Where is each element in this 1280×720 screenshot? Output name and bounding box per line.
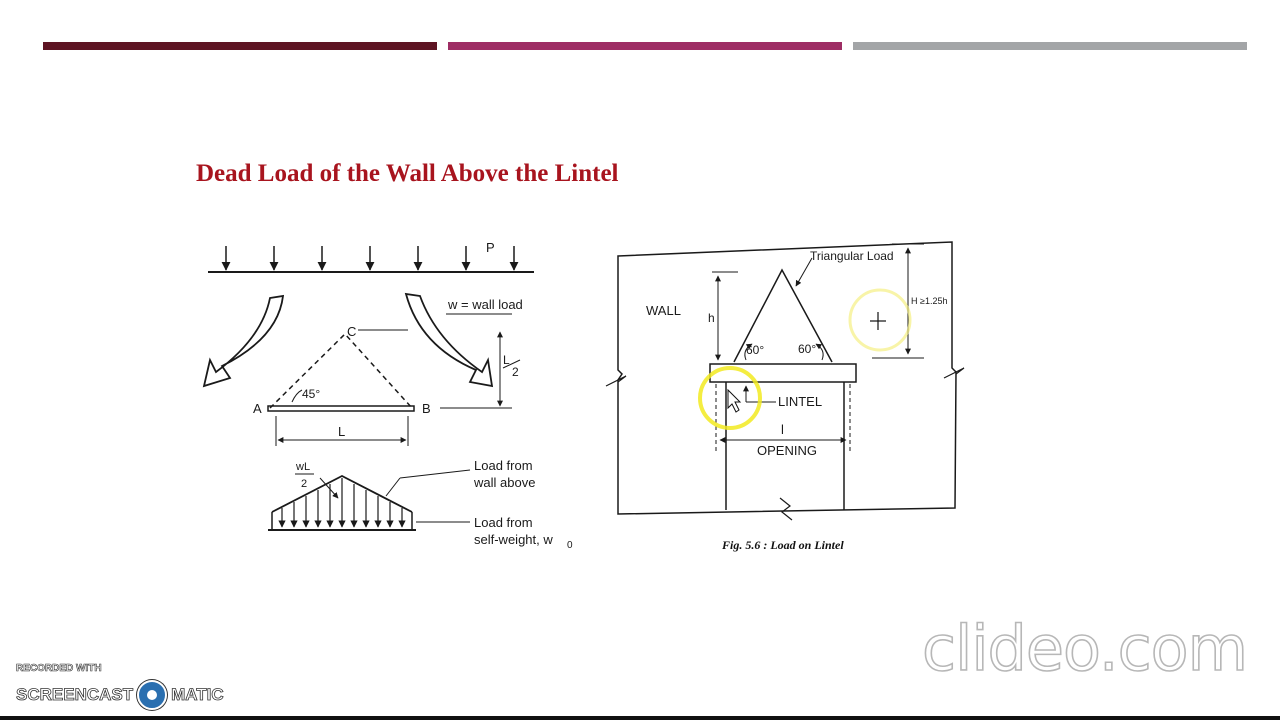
point-load-arrows — [226, 246, 514, 270]
right-diagram — [606, 242, 964, 520]
wall-load-label: w = wall load — [448, 297, 523, 312]
wall-outline — [618, 242, 956, 514]
load-wall-line1: Load from — [474, 458, 533, 473]
load-triangle — [270, 334, 412, 408]
left-diagram — [204, 240, 573, 551]
bottom-border — [0, 716, 1280, 720]
recorder-brand-right: MATIC — [171, 685, 224, 704]
mouse-pointer-icon — [728, 390, 740, 412]
opening-label: OPENING — [757, 443, 817, 458]
move-cursor-icon — [870, 312, 886, 330]
wall-label: WALL — [646, 303, 681, 318]
curved-arrow-left — [204, 296, 283, 386]
apex-c-label: C — [347, 324, 357, 339]
clideo-watermark: clideo.com — [922, 612, 1248, 685]
cursor-highlight-ring-2 — [850, 290, 910, 350]
height-h-label: h — [708, 311, 715, 325]
triangular-load-label: Triangular Load — [810, 249, 894, 263]
span-l-small-label: l — [781, 422, 784, 437]
screencast-logo-icon — [137, 680, 167, 710]
load-self-line2: self-weight, w — [474, 532, 553, 547]
load-p-label: P — [486, 240, 495, 255]
half-span-num: L — [503, 353, 510, 367]
load-wall-line2: wall above — [474, 475, 536, 490]
recorder-small-text: RECORDED WITH — [16, 663, 102, 674]
lintel-label: LINTEL — [778, 394, 823, 409]
reaction-den: 2 — [301, 478, 308, 490]
load-self-subscript: 0 — [567, 540, 573, 551]
angle-left-label: 60° — [746, 343, 765, 357]
load-distribution — [268, 476, 416, 530]
angle-45-label: 45° — [302, 387, 321, 401]
figure-caption: Fig. 5.6 : Load on Lintel — [722, 538, 844, 552]
span-l-label: L — [338, 424, 346, 439]
recorder-brand-left: SCREENCAST — [16, 685, 134, 704]
half-span-den: 2 — [512, 365, 519, 379]
load-self-line1: Load from — [474, 515, 533, 530]
reaction-num: wL — [296, 461, 311, 473]
beam-ab — [268, 406, 414, 411]
slide-title: Dead Load of the Wall Above the Lintel — [196, 160, 619, 187]
recorder-brand — [16, 680, 224, 710]
support-a-label: A — [253, 401, 262, 416]
height-H-label: H ≥1.25h — [911, 296, 948, 306]
support-b-label: B — [422, 401, 431, 416]
angle-right-label: 60° — [798, 342, 817, 356]
